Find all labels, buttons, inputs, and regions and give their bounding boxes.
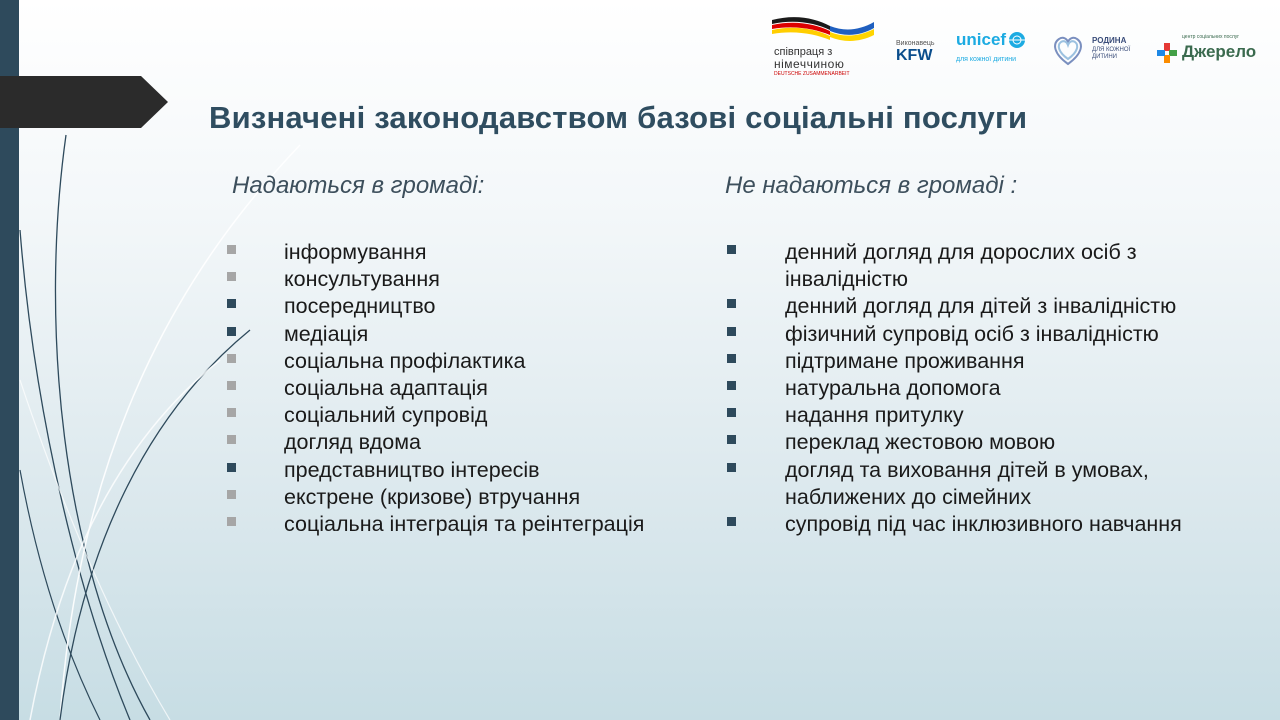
list-item-text: підтримане проживання (785, 348, 1025, 373)
bullet-square-icon (227, 463, 236, 472)
slide-title: Визначені законодавством базові соціальні послуги (209, 100, 1028, 135)
bullet-square-icon (727, 354, 736, 363)
kfw-logo (896, 40, 944, 65)
list-item (727, 429, 1247, 456)
flower-icon (1156, 42, 1178, 64)
bullet-square-icon (227, 327, 236, 336)
partner-logos (760, 10, 1280, 82)
bullet-square-icon (727, 299, 736, 308)
list-item (727, 293, 1247, 320)
bullet-square-icon (727, 517, 736, 526)
dzherelo-name: Джерело (1182, 42, 1257, 61)
list-item-text: соціальна адаптація (284, 376, 488, 401)
list-item (727, 511, 1247, 538)
list-item (227, 266, 707, 293)
kfw-name: KFW (896, 47, 933, 64)
bullet-square-icon (227, 245, 236, 254)
list-item (727, 402, 1247, 429)
flag-swoosh-icon (770, 14, 876, 42)
list-item (227, 321, 707, 348)
list-item (727, 321, 1247, 348)
list-item (227, 239, 707, 266)
bullet-square-icon (727, 408, 736, 417)
list-item (727, 348, 1247, 375)
list-item-text: медіація (284, 321, 369, 346)
list-item (227, 429, 707, 456)
right-column-heading: Не надаються в громаді : (725, 172, 1018, 199)
list-item-text: денний догляд для дорослих осіб з інвалідністю (785, 240, 1137, 292)
list-item-text: надання притулку (785, 403, 964, 428)
kfw-caption: Виконавець (896, 40, 935, 47)
germany-logo-line2: німеччиною (774, 57, 845, 71)
bullet-square-icon (227, 490, 236, 499)
rodyna-logo (1050, 32, 1150, 72)
rodyna-tagline2: ДИТИНИ (1092, 54, 1117, 60)
unicef-tagline: для кожної дитини (956, 56, 1017, 63)
list-item-text: посередництво (284, 294, 436, 319)
list-item (727, 375, 1247, 402)
germany-logo-line1: співпраця з (774, 46, 833, 58)
list-item-text: екстрене (кризове) втручання (284, 484, 581, 509)
list-item (227, 293, 707, 320)
bullet-square-icon (727, 327, 736, 336)
list-item (227, 375, 707, 402)
bullet-square-icon (727, 435, 736, 444)
list-item (227, 402, 707, 429)
list-item (727, 239, 1247, 293)
bullet-square-icon (727, 463, 736, 472)
list-item-text: представництво інтересів (284, 457, 540, 482)
germany-cooperation-logo (770, 14, 880, 78)
bullet-square-icon (227, 272, 236, 281)
bullet-square-icon (227, 299, 236, 308)
list-item (227, 511, 707, 538)
list-item (727, 457, 1247, 511)
list-item-text: переклад жестовою мовою (785, 430, 1056, 455)
left-column-heading: Надаються в громаді: (232, 172, 485, 199)
bullet-square-icon (227, 381, 236, 390)
unicef-name: unicef (956, 30, 1007, 49)
list-item-text: догляд вдома (284, 430, 421, 455)
bullet-square-icon (227, 408, 236, 417)
globe-icon (1008, 31, 1026, 49)
list-item-text: догляд та виховання дітей в умовах, наближених до сімейних (785, 457, 1149, 509)
list-item (227, 348, 707, 375)
list-item (227, 457, 707, 484)
list-item-text: інформування (284, 240, 427, 264)
germany-logo-line3: DEUTSCHE ZUSAMMENARBEIT (774, 71, 850, 77)
unicef-logo (956, 30, 1036, 63)
bullet-square-icon (227, 435, 236, 444)
title-arrow-shape (0, 76, 168, 128)
bullet-square-icon (227, 517, 236, 526)
list-item-text: консультування (284, 267, 440, 292)
dzherelo-caption: центр соціальних послуг (1182, 34, 1240, 40)
list-item-text: денний догляд для дітей з інвалідністю (785, 294, 1177, 319)
list-item-text: супровід під час інклюзивного навчання (785, 512, 1182, 537)
bullet-square-icon (727, 381, 736, 390)
list-item-text: соціальна профілактика (284, 348, 526, 373)
dzherelo-logo (1156, 34, 1280, 70)
list-item-text: фізичний супровід осіб з інвалідністю (785, 321, 1159, 346)
rodyna-name: РОДИНА (1092, 36, 1127, 45)
bullet-square-icon (727, 245, 736, 254)
rodyna-tagline1: ДЛЯ КОЖНОЇ (1092, 47, 1131, 53)
list-item-text: натуральна допомога (785, 376, 1001, 401)
heart-icon (1050, 32, 1086, 68)
provided-services-list (227, 239, 707, 538)
list-item-text: соціальна інтеграція та реінтеграція (284, 512, 645, 537)
list-item (227, 484, 707, 511)
list-item-text: соціальний супровід (284, 403, 488, 428)
not-provided-services-list (727, 239, 1247, 538)
bullet-square-icon (227, 354, 236, 363)
